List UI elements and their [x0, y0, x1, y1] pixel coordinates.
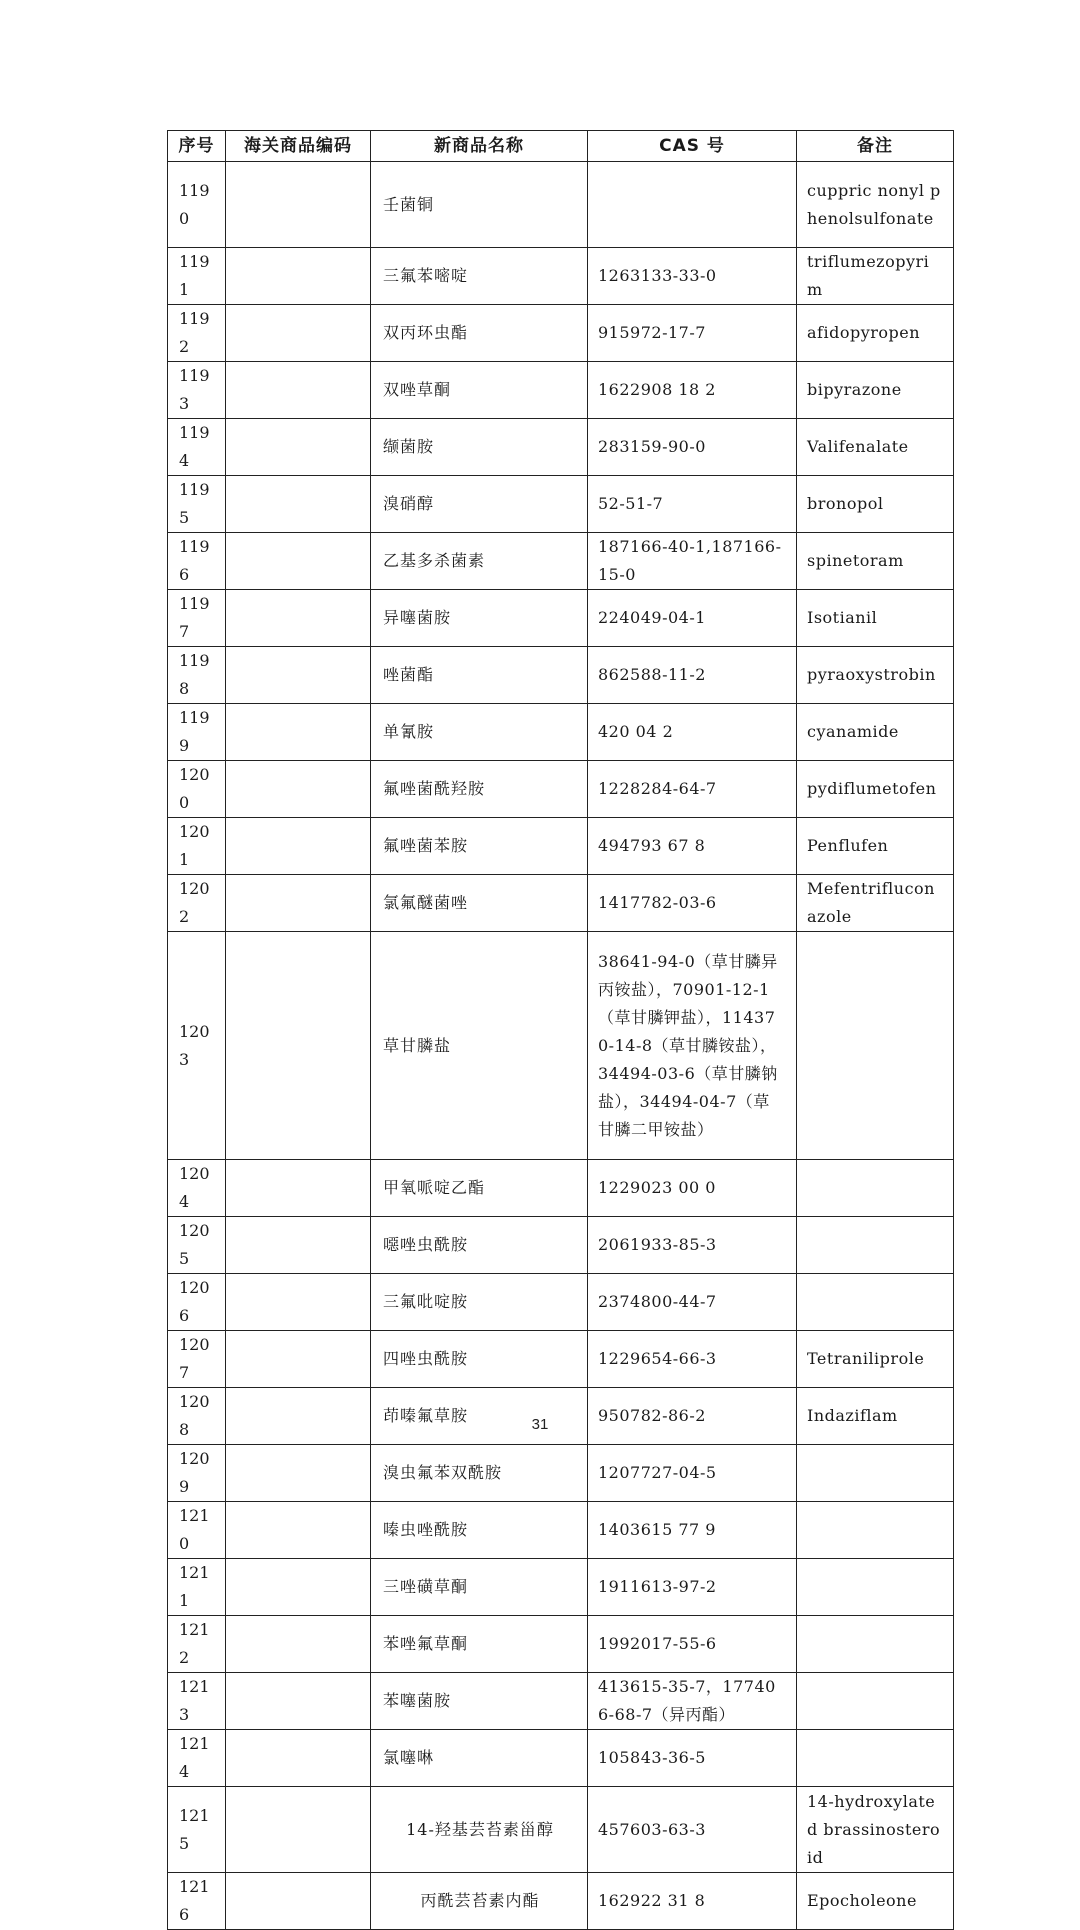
- cell-remarks: Tetraniliprole: [797, 1331, 954, 1388]
- table-row: [168, 875, 954, 932]
- cell-cas-number: 187166-40-1,187166-15-0: [588, 533, 797, 590]
- cell-remarks: Penflufen: [797, 818, 954, 875]
- table-header-row: [168, 131, 954, 162]
- cell-customs-code: [226, 1445, 371, 1502]
- cell-serial-no: 1196: [168, 533, 226, 590]
- cell-remarks: Mefentrifluconazole: [797, 875, 954, 932]
- table-row: [168, 162, 954, 248]
- table-row: [168, 932, 954, 1160]
- cell-product-name: 双唑草酮: [371, 362, 588, 419]
- cell-customs-code: [226, 305, 371, 362]
- cell-product-name: 14-羟基芸苔素甾醇: [371, 1787, 588, 1873]
- cell-remarks: [797, 1502, 954, 1559]
- header-cas-number: CAS 号: [588, 131, 797, 162]
- cell-cas-number: 2061933-85-3: [588, 1217, 797, 1274]
- table-row: [168, 1787, 954, 1873]
- cell-cas-number: 1228284-64-7: [588, 761, 797, 818]
- cell-customs-code: [226, 1673, 371, 1730]
- cell-remarks: [797, 1217, 954, 1274]
- cell-serial-no: 1209: [168, 1445, 226, 1502]
- cell-product-name: 单氰胺: [371, 704, 588, 761]
- cell-serial-no: 1214: [168, 1730, 226, 1787]
- cell-customs-code: [226, 419, 371, 476]
- table-row: [168, 647, 954, 704]
- cell-cas-number: 413615-35-7，177406-68-7（异丙酯）: [588, 1673, 797, 1730]
- cell-serial-no: 1194: [168, 419, 226, 476]
- cell-product-name: 异噻菌胺: [371, 590, 588, 647]
- cell-customs-code: [226, 647, 371, 704]
- table-row: [168, 704, 954, 761]
- cell-customs-code: [226, 932, 371, 1160]
- cell-remarks: [797, 1730, 954, 1787]
- cell-customs-code: [226, 761, 371, 818]
- cell-serial-no: 1215: [168, 1787, 226, 1873]
- cell-serial-no: 1198: [168, 647, 226, 704]
- cell-customs-code: [226, 362, 371, 419]
- cell-customs-code: [226, 1274, 371, 1331]
- cell-product-name: 苯唑氟草酮: [371, 1616, 588, 1673]
- cell-product-name: 三唑磺草酮: [371, 1559, 588, 1616]
- cell-cas-number: 1403615 77 9: [588, 1502, 797, 1559]
- cell-serial-no: 1203: [168, 932, 226, 1160]
- cell-serial-no: 1190: [168, 162, 226, 248]
- cell-customs-code: [226, 1331, 371, 1388]
- cell-serial-no: 1207: [168, 1331, 226, 1388]
- cell-cas-number: 1417782-03-6: [588, 875, 797, 932]
- cell-cas-number: 862588-11-2: [588, 647, 797, 704]
- cell-serial-no: 1195: [168, 476, 226, 533]
- cell-serial-no: 1192: [168, 305, 226, 362]
- cell-product-name: 草甘膦盐: [371, 932, 588, 1160]
- table-row: [168, 818, 954, 875]
- cell-cas-number: 420 04 2: [588, 704, 797, 761]
- cell-product-name: 茚嗪氟草胺: [371, 1388, 588, 1445]
- cell-customs-code: [226, 1502, 371, 1559]
- table-row: [168, 248, 954, 305]
- table-row: [168, 1217, 954, 1274]
- cell-remarks: bipyrazone: [797, 362, 954, 419]
- cell-serial-no: 1211: [168, 1559, 226, 1616]
- cell-serial-no: 1202: [168, 875, 226, 932]
- cell-cas-number: 1229654-66-3: [588, 1331, 797, 1388]
- table-row: [168, 1673, 954, 1730]
- cell-remarks: [797, 1160, 954, 1217]
- table-row: [168, 1502, 954, 1559]
- table-row: [168, 533, 954, 590]
- cell-remarks: Indaziflam: [797, 1388, 954, 1445]
- cell-remarks: Epocholeone: [797, 1873, 954, 1930]
- cell-cas-number: 224049-04-1: [588, 590, 797, 647]
- cell-product-name: 溴硝醇: [371, 476, 588, 533]
- table-row: [168, 362, 954, 419]
- cell-product-name: 三氟吡啶胺: [371, 1274, 588, 1331]
- cell-cas-number: 38641-94-0（草甘膦异丙铵盐），70901-12-1（草甘膦钾盐），114370-14-8（草甘膦铵盐），34494-03-6（草甘膦钠盐），34494-04-7（草甘膦二甲铵盐）: [588, 932, 797, 1160]
- cell-cas-number: 162922 31 8: [588, 1873, 797, 1930]
- cell-customs-code: [226, 248, 371, 305]
- cell-serial-no: 1216: [168, 1873, 226, 1930]
- cell-serial-no: 1197: [168, 590, 226, 647]
- table-row: [168, 1873, 954, 1930]
- cell-product-name: 三氟苯嘧啶: [371, 248, 588, 305]
- cell-customs-code: [226, 704, 371, 761]
- cell-product-name: 氯氟醚菌唑: [371, 875, 588, 932]
- cell-remarks: pydiflumetofen: [797, 761, 954, 818]
- cell-product-name: 甲氧哌啶乙酯: [371, 1160, 588, 1217]
- cell-customs-code: [226, 590, 371, 647]
- table-row: [168, 1445, 954, 1502]
- cell-customs-code: [226, 162, 371, 248]
- table-row: [168, 476, 954, 533]
- cell-product-name: 唑菌酯: [371, 647, 588, 704]
- table-row: [168, 1331, 954, 1388]
- cell-product-name: 噁唑虫酰胺: [371, 1217, 588, 1274]
- cell-cas-number: 2374800-44-7: [588, 1274, 797, 1331]
- cell-cas-number: 494793 67 8: [588, 818, 797, 875]
- cell-remarks: 14-hydroxylated brassinosteroid: [797, 1787, 954, 1873]
- table-row: [168, 1730, 954, 1787]
- cell-customs-code: [226, 1217, 371, 1274]
- cell-product-name: 苯噻菌胺: [371, 1673, 588, 1730]
- cell-cas-number: 950782-86-2: [588, 1388, 797, 1445]
- cell-product-name: 双丙环虫酯: [371, 305, 588, 362]
- cell-product-name: 嗪虫唑酰胺: [371, 1502, 588, 1559]
- cell-serial-no: 1199: [168, 704, 226, 761]
- cell-remarks: [797, 1445, 954, 1502]
- table-row: [168, 1559, 954, 1616]
- cell-customs-code: [226, 476, 371, 533]
- cell-serial-no: 1208: [168, 1388, 226, 1445]
- cell-cas-number: 1207727-04-5: [588, 1445, 797, 1502]
- header-remarks: 备注: [797, 131, 954, 162]
- header-serial-no: 序号: [168, 131, 226, 162]
- cell-remarks: triflumezopyrim: [797, 248, 954, 305]
- cell-cas-number: 105843-36-5: [588, 1730, 797, 1787]
- cell-serial-no: 1193: [168, 362, 226, 419]
- table-row: [168, 1616, 954, 1673]
- page-number: 31: [531, 1416, 549, 1433]
- cell-remarks: Isotianil: [797, 590, 954, 647]
- cell-cas-number: 1911613-97-2: [588, 1559, 797, 1616]
- cell-remarks: afidopyropen: [797, 305, 954, 362]
- cell-product-name: 壬菌铜: [371, 162, 588, 248]
- cell-cas-number: [588, 162, 797, 248]
- cell-remarks: [797, 1673, 954, 1730]
- cell-customs-code: [226, 818, 371, 875]
- header-product-name: 新商品名称: [371, 131, 588, 162]
- cell-product-name: 氯噻啉: [371, 1730, 588, 1787]
- cell-remarks: Valifenalate: [797, 419, 954, 476]
- cell-product-name: 丙酰芸苔素内酯: [371, 1873, 588, 1930]
- table-row: [168, 761, 954, 818]
- cell-remarks: spinetoram: [797, 533, 954, 590]
- cell-customs-code: [226, 1873, 371, 1930]
- cell-customs-code: [226, 1160, 371, 1217]
- cell-cas-number: 1622908 18 2: [588, 362, 797, 419]
- cell-cas-number: 1992017-55-6: [588, 1616, 797, 1673]
- cell-customs-code: [226, 875, 371, 932]
- table-row: [168, 1160, 954, 1217]
- cell-serial-no: 1206: [168, 1274, 226, 1331]
- cell-serial-no: 1191: [168, 248, 226, 305]
- cell-customs-code: [226, 1559, 371, 1616]
- cell-product-name: 乙基多杀菌素: [371, 533, 588, 590]
- cell-cas-number: 457603-63-3: [588, 1787, 797, 1873]
- table-row: [168, 419, 954, 476]
- table-row: [168, 590, 954, 647]
- cell-remarks: cyanamide: [797, 704, 954, 761]
- cell-customs-code: [226, 1787, 371, 1873]
- cell-serial-no: 1205: [168, 1217, 226, 1274]
- cell-product-name: 溴虫氟苯双酰胺: [371, 1445, 588, 1502]
- table-body: [168, 162, 954, 1930]
- cell-remarks: bronopol: [797, 476, 954, 533]
- cell-cas-number: 1229023 00 0: [588, 1160, 797, 1217]
- cell-product-name: 氟唑菌酰羟胺: [371, 761, 588, 818]
- cell-remarks: cuppric nonyl phenolsulfonate: [797, 162, 954, 248]
- cell-cas-number: 915972-17-7: [588, 305, 797, 362]
- cell-product-name: 四唑虫酰胺: [371, 1331, 588, 1388]
- cell-cas-number: 283159-90-0: [588, 419, 797, 476]
- cell-serial-no: 1201: [168, 818, 226, 875]
- cell-serial-no: 1210: [168, 1502, 226, 1559]
- cell-cas-number: 1263133-33-0: [588, 248, 797, 305]
- table-row: [168, 1274, 954, 1331]
- cell-customs-code: [226, 1616, 371, 1673]
- cell-serial-no: 1212: [168, 1616, 226, 1673]
- cell-remarks: [797, 1274, 954, 1331]
- cell-cas-number: 52-51-7: [588, 476, 797, 533]
- cell-remarks: [797, 1559, 954, 1616]
- cell-remarks: [797, 1616, 954, 1673]
- cell-customs-code: [226, 533, 371, 590]
- cell-remarks: [797, 932, 954, 1160]
- cell-customs-code: [226, 1730, 371, 1787]
- cell-serial-no: 1200: [168, 761, 226, 818]
- cell-product-name: 氟唑菌苯胺: [371, 818, 588, 875]
- cell-remarks: pyraoxystrobin: [797, 647, 954, 704]
- data-table: [167, 130, 954, 1930]
- cell-serial-no: 1204: [168, 1160, 226, 1217]
- header-customs-code: 海关商品编码: [226, 131, 371, 162]
- cell-product-name: 缬菌胺: [371, 419, 588, 476]
- table-row: [168, 305, 954, 362]
- cell-serial-no: 1213: [168, 1673, 226, 1730]
